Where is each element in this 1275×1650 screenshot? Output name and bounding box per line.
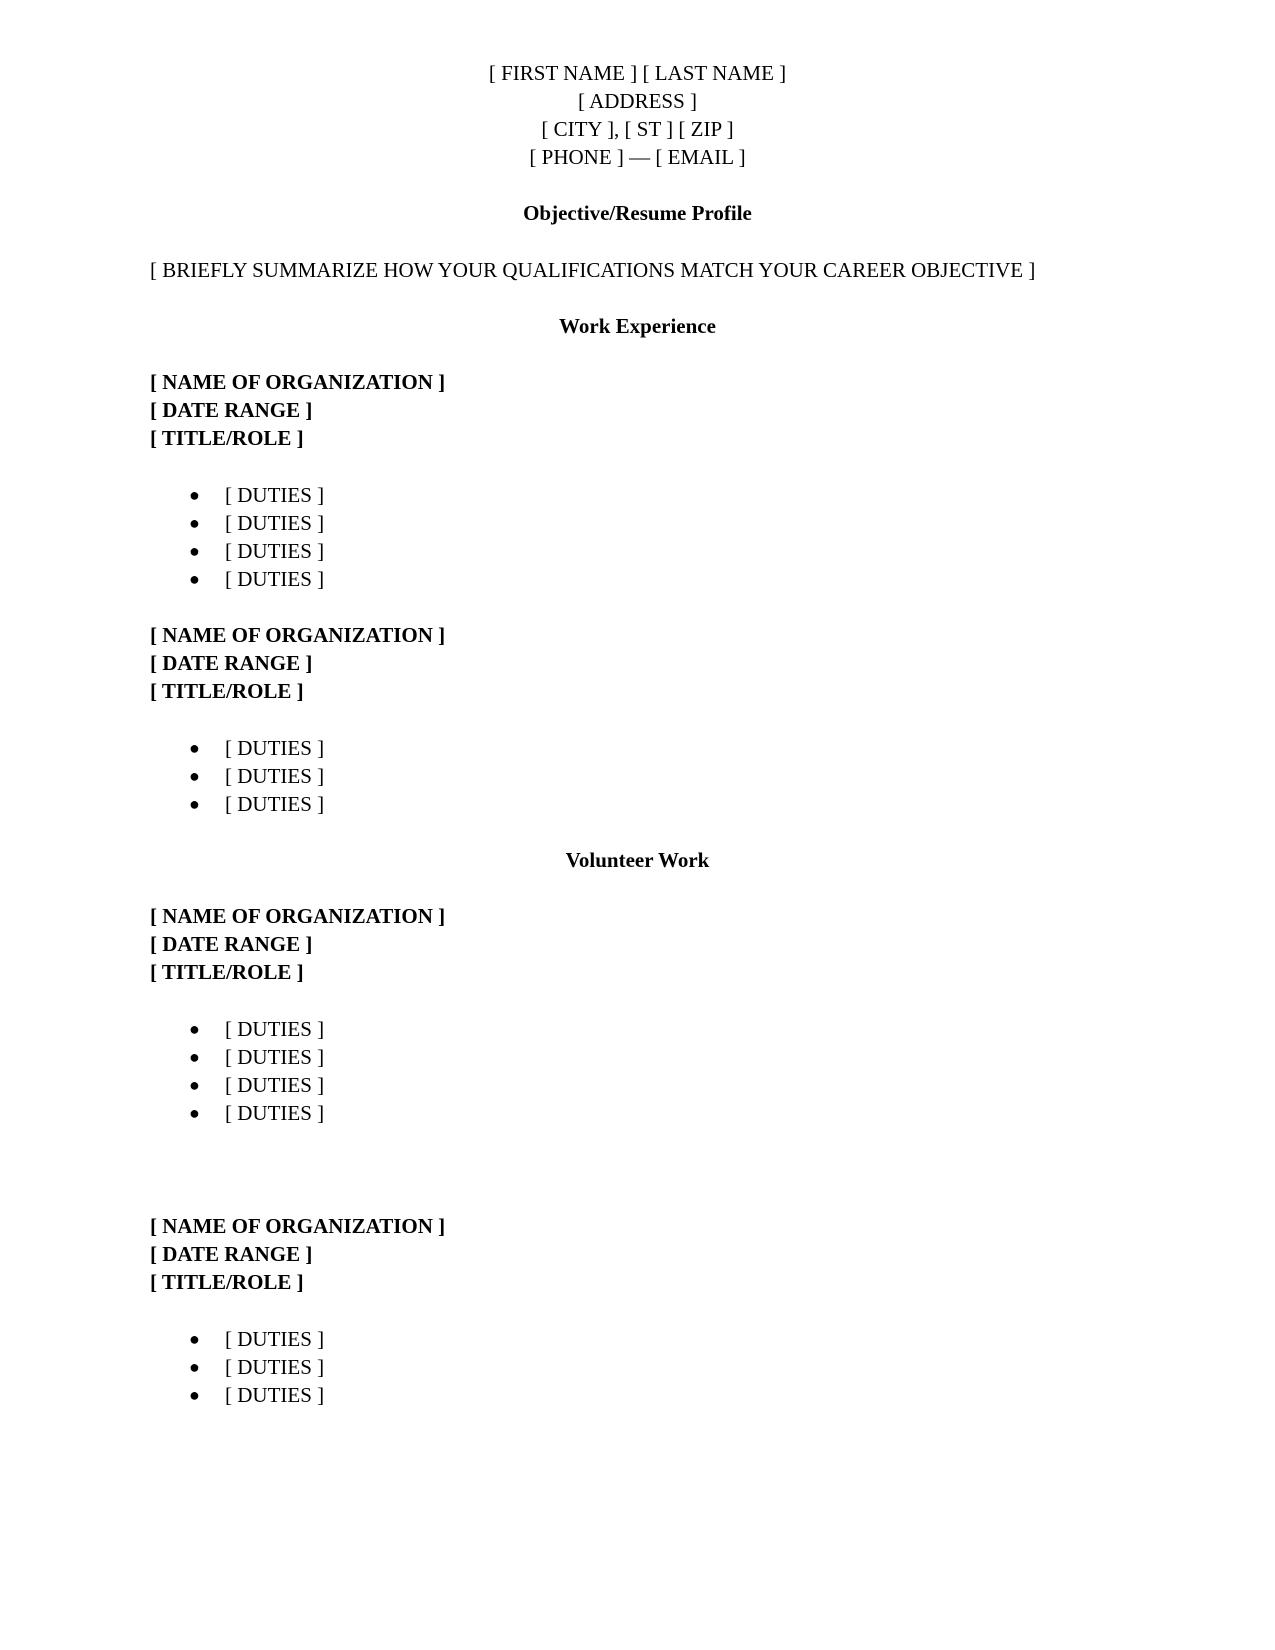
work-entry-2-organization: [ NAME OF ORGANIZATION ] [150,623,446,647]
volunteer-entry-1-duty-2: [ DUTIES ] [225,1045,325,1069]
volunteer-entry-1-duty-1: [ DUTIES ] [225,1017,325,1041]
volunteer-entry-2-date-range: [ DATE RANGE ] [150,1242,313,1266]
work-entry-1-duty-1: [ DUTIES ] [225,483,325,507]
volunteer-entry-2-title: [ TITLE/ROLE ] [150,1270,304,1294]
bullet-icon: ● [189,1357,200,1377]
work-entry-2-duty-3: [ DUTIES ] [225,792,325,816]
work-entry-2-title: [ TITLE/ROLE ] [150,679,304,703]
work-entry-2-duty-1: [ DUTIES ] [225,736,325,760]
volunteer-work-heading: Volunteer Work [565,848,710,872]
volunteer-entry-1-date-range: [ DATE RANGE ] [150,932,313,956]
work-experience-heading: Work Experience [559,314,716,338]
objective-heading: Objective/Resume Profile [523,201,752,225]
work-entry-1-duty-2: [ DUTIES ] [225,511,325,535]
bullet-icon: ● [189,569,200,589]
work-entry-1-date-range: [ DATE RANGE ] [150,398,313,422]
volunteer-entry-2-organization: [ NAME OF ORGANIZATION ] [150,1214,446,1238]
volunteer-entry-1-title: [ TITLE/ROLE ] [150,960,304,984]
address-line: [ ADDRESS ] [577,89,698,113]
bullet-icon: ● [189,1103,200,1123]
bullet-icon: ● [189,513,200,533]
volunteer-entry-2-duty-3: [ DUTIES ] [225,1383,325,1407]
volunteer-entry-2-duty-1: [ DUTIES ] [225,1327,325,1351]
bullet-icon: ● [189,1075,200,1095]
contact-line: [ PHONE ] — [ EMAIL ] [529,145,746,169]
work-entry-2-date-range: [ DATE RANGE ] [150,651,313,675]
objective-text: [ BRIEFLY SUMMARIZE HOW YOUR QUALIFICATIONS MATCH YOUR CAREER OBJECTIVE ] [150,258,1036,282]
volunteer-entry-2-duty-2: [ DUTIES ] [225,1355,325,1379]
work-entry-1-duty-3: [ DUTIES ] [225,539,325,563]
volunteer-entry-1-duty-4: [ DUTIES ] [225,1101,325,1125]
city-state-zip-line: [ CITY ], [ ST ] [ ZIP ] [541,117,734,141]
bullet-icon: ● [189,485,200,505]
bullet-icon: ● [189,1329,200,1349]
volunteer-entry-1-duty-3: [ DUTIES ] [225,1073,325,1097]
work-entry-1-organization: [ NAME OF ORGANIZATION ] [150,370,446,394]
bullet-icon: ● [189,1019,200,1039]
applicant-name: [ FIRST NAME ] [ LAST NAME ] [488,61,787,85]
work-entry-1-duty-4: [ DUTIES ] [225,567,325,591]
bullet-icon: ● [189,1047,200,1067]
bullet-icon: ● [189,541,200,561]
bullet-icon: ● [189,794,200,814]
work-entry-1-title: [ TITLE/ROLE ] [150,426,304,450]
bullet-icon: ● [189,766,200,786]
bullet-icon: ● [189,738,200,758]
work-entry-2-duty-2: [ DUTIES ] [225,764,325,788]
volunteer-entry-1-organization: [ NAME OF ORGANIZATION ] [150,904,446,928]
bullet-icon: ● [189,1385,200,1405]
